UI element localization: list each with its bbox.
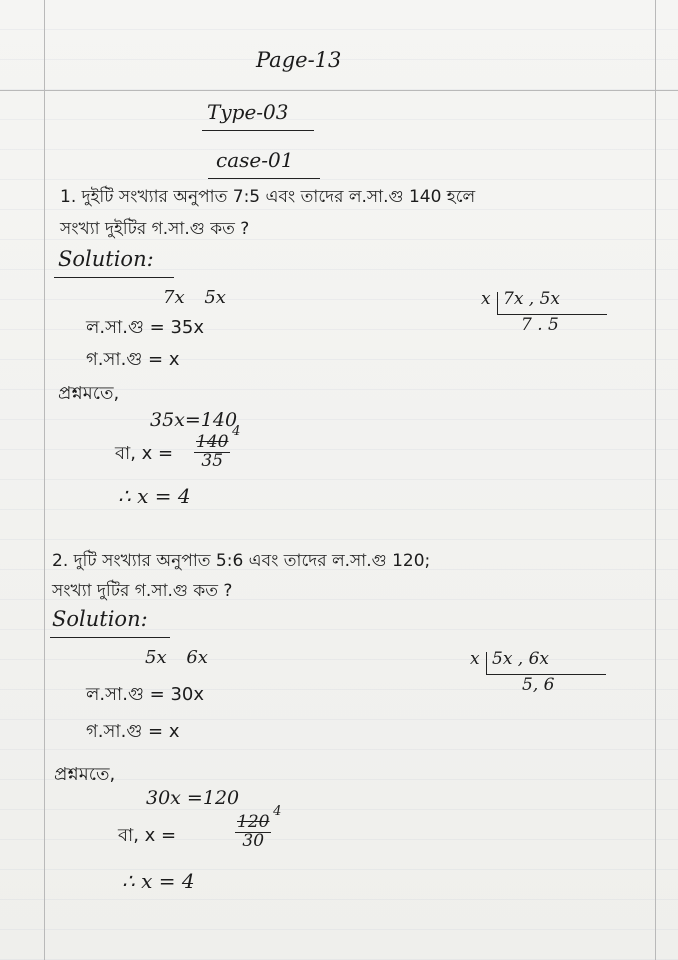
q1-prosno-label: প্রশ্নমতে, (58, 383, 120, 404)
q1-equation-3: ∴ x = 4 (118, 484, 191, 508)
q1-lcm-line: ল.সা.গু = 35x (86, 317, 205, 338)
left-margin-line (44, 0, 45, 960)
q1-fraction-denominator: 35 (201, 450, 224, 471)
q2-equation-2-prefix: বা, x = (118, 825, 177, 846)
page-number: Page-13 (256, 48, 342, 72)
q2-numbers: 5x 6x (145, 647, 208, 668)
q1-division-divisor: x (481, 289, 491, 309)
q2-solution-underline (50, 637, 170, 638)
q1-division-work (481, 290, 611, 350)
q1-equation-2-prefix: বা, x = (115, 443, 174, 464)
q2-gcd-line: গ.সা.গু = x (86, 721, 180, 742)
q2-lcm-line: ল.সা.গু = 30x (86, 684, 205, 705)
q2-division-work (470, 650, 610, 710)
case-underline (208, 178, 320, 179)
q2-fraction-denominator: 30 (242, 830, 265, 851)
q1-fraction (194, 424, 241, 471)
q2-fraction (235, 804, 282, 851)
q1-solution-label: Solution: (58, 247, 154, 271)
q1-numbers: 7x 5x (163, 287, 226, 308)
q1-division-bottom: 7 . 5 (521, 315, 559, 335)
q1-question-line1: 1. দুইটি সংখ্যার অনুপাত 7:5 এবং তাদের ল.সা.গু 140 হলে (60, 187, 476, 207)
q2-solution-label: Solution: (52, 607, 148, 631)
q2-equation-1: 30x =120 (146, 787, 240, 809)
q2-fraction-numerator: 120 (237, 812, 270, 832)
case-heading: case-01 (216, 148, 294, 172)
right-margin-line (655, 0, 656, 960)
q2-question-line1: 2. দুটি সংখ্যার অনুপাত 5:6 এবং তাদের ল.সা.গু 120; (52, 551, 431, 571)
type-underline (202, 130, 314, 131)
q2-equation-3: ∴ x = 4 (122, 869, 195, 893)
q1-gcd-line: গ.সা.গু = x (86, 349, 180, 370)
q2-division-bottom: 5, 6 (522, 675, 555, 695)
top-rule-line (0, 90, 678, 91)
q1-fraction-numerator: 140 (196, 432, 229, 452)
type-heading: Type-03 (207, 100, 289, 124)
q2-division-divisor: x (470, 649, 480, 669)
q1-question-line2: সংখ্যা দুইটির গ.সা.গু কত ? (60, 219, 250, 239)
q1-equation-1: 35x=140 (150, 409, 238, 431)
q2-division-top: 5x , 6x (492, 649, 550, 669)
q1-solution-underline (54, 277, 174, 278)
q2-fraction-result: 4 (273, 804, 282, 819)
q2-prosno-label: প্রশ্নমতে, (54, 764, 116, 785)
q1-division-top: 7x , 5x (503, 289, 561, 309)
q2-question-line2: সংখ্যা দুটির গ.সা.গু কত ? (52, 581, 233, 601)
q1-fraction-result: 4 (232, 424, 241, 439)
